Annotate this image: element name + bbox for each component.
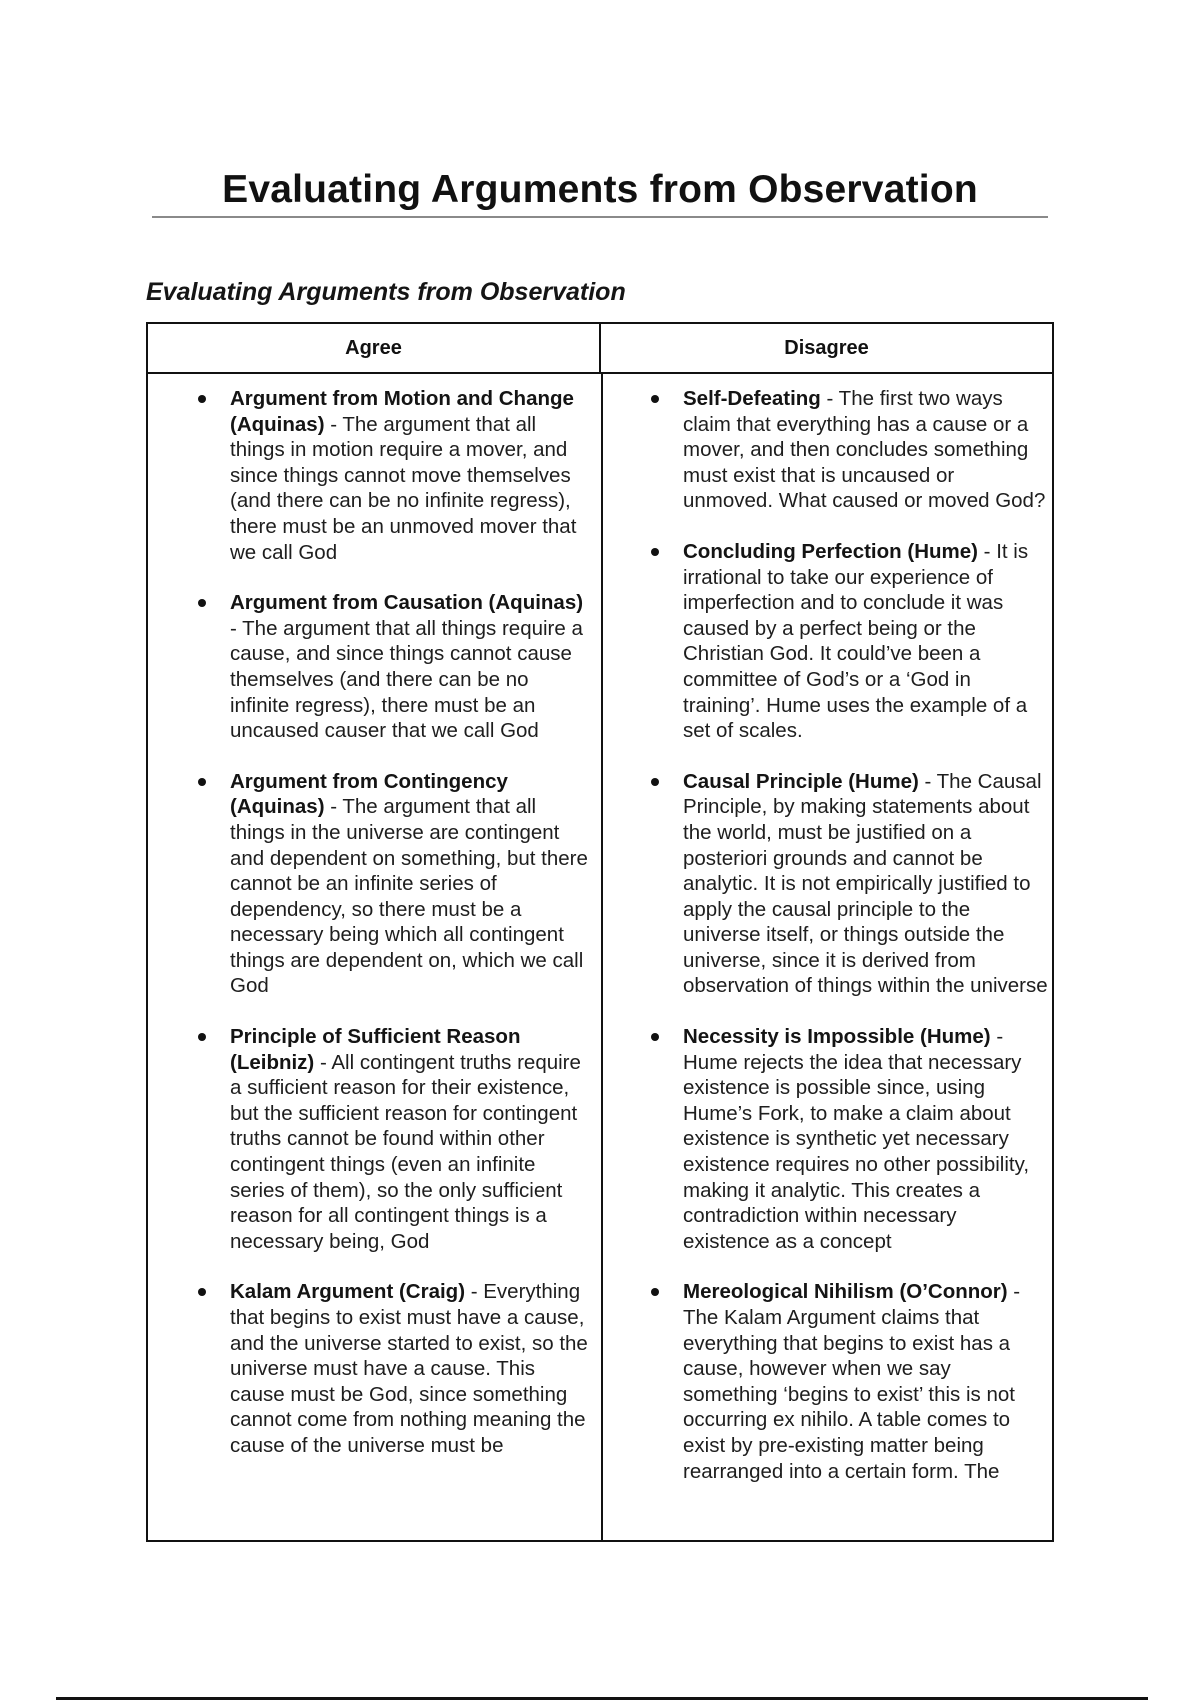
argument-title: Argument from Causation (Aquinas) <box>230 591 584 615</box>
argument-text: - The Kalam Argument claims that everything that begins to exist has a cause, however when we say something ‘begins to exist’ this is not occurring ex nihilo. A table comes to exist by pre-existing matter being rearranged into a certain form. The <box>683 1280 1021 1483</box>
list-item <box>148 769 593 999</box>
argument-text: - Everything that begins to exist must have a cause, and the universe started to exist, so the universe must have a cause. This cause must be God, since something cannot come from nothing meaning the cause of the universe must be <box>230 1280 588 1457</box>
argument-title: Concluding Perfection (Hume) <box>683 539 978 563</box>
list-item <box>603 539 1048 744</box>
argument-text: - The argument that all things require a cause, and since things cannot cause themselves (and there can be no infinite regress), there must be an uncaused causer that we call God <box>230 616 583 743</box>
bullet-icon <box>651 1033 659 1041</box>
section-heading: Evaluating Arguments from Observation <box>146 277 626 306</box>
bullet-icon <box>651 1288 659 1296</box>
list-item <box>148 386 593 565</box>
bullet-icon <box>198 778 206 786</box>
argument-text: - The argument that all things in the universe are contingent and dependent on something, but there cannot be an infinite series of dependency, so there must be a necessary being which all contingent things are dependent on, which we call God <box>230 795 588 998</box>
argument-text: - All contingent truths require a sufficient reason for their existence, but the sufficient reason for contingent truths cannot be found within other contingent things (even an infinite series of them), so the only sufficient reason for all contingent things is a necessary being, God <box>230 1050 581 1253</box>
agree-column <box>148 374 601 1540</box>
list-item <box>603 386 1048 514</box>
argument-text: - It is irrational to take our experience of imperfection and to conclude it was caused by a perfect being or the Christian God. It could’ve been a committee of God’s or a ‘God in training’. Hume uses the example of a set of scales. <box>683 539 1029 743</box>
bullet-icon <box>198 599 206 607</box>
disagree-column <box>601 374 1052 1540</box>
title-divider <box>152 216 1048 218</box>
table-header-row <box>148 324 1052 374</box>
header-agree: Agree <box>345 336 402 359</box>
agree-disagree-table <box>146 322 1054 1542</box>
list-item <box>603 1279 1048 1484</box>
argument-title: Necessity is Impossible (Hume) <box>683 1025 991 1049</box>
bullet-icon <box>651 548 659 556</box>
list-item <box>603 769 1048 999</box>
bullet-icon <box>198 1033 206 1041</box>
argument-title: Argument from Motion and Change (Aquinas) <box>230 387 574 436</box>
argument-title: Principle of Sufficient Reason (Leibniz) <box>230 1025 521 1074</box>
argument-title: Argument from Contingency (Aquinas) <box>230 769 508 819</box>
argument-title: Mereological Nihilism (O’Connor) <box>683 1280 1008 1304</box>
argument-text: - The Causal Principle, by making statements about the world, must be justified on a posteriori grounds and cannot be analytic. It is not empirically justified to apply the causal principle to the universe itself, or things outside the universe, since it is derived from observation of things within the universe <box>683 769 1048 998</box>
argument-text: - The argument that all things in motion require a mover, and since things cannot move themselves (and there can be no infinite regress), there must be an unmoved mover that we call God <box>230 412 577 564</box>
argument-title: Causal Principle (Hume) <box>683 769 919 793</box>
argument-text: - Hume rejects the idea that necessary existence is possible since, using Hume’s Fork, to make a claim about existence is synthetic yet necessary existence requires no other possibility, making it analytic. This creates a contradiction within necessary existence as a concept <box>683 1025 1030 1253</box>
list-item <box>148 590 593 744</box>
argument-title: Kalam Argument (Craig) <box>230 1280 466 1304</box>
list-item <box>603 1024 1048 1254</box>
agree-list <box>148 386 593 1459</box>
document-title: Evaluating Arguments from Observation <box>222 168 978 212</box>
bullet-icon <box>198 395 206 403</box>
list-item <box>148 1279 593 1458</box>
disagree-list <box>603 386 1048 1484</box>
list-item <box>148 1024 593 1254</box>
bullet-icon <box>651 778 659 786</box>
table-body-row <box>148 374 1052 1540</box>
argument-text: - The first two ways claim that everything has a cause or a mover, and then concludes something must exist that is uncaused or unmoved. What caused or moved God? <box>683 387 1046 513</box>
bullet-icon <box>198 1288 206 1296</box>
header-disagree: Disagree <box>599 324 1052 372</box>
argument-title: Self-Defeating <box>683 387 821 410</box>
bullet-icon <box>651 395 659 403</box>
